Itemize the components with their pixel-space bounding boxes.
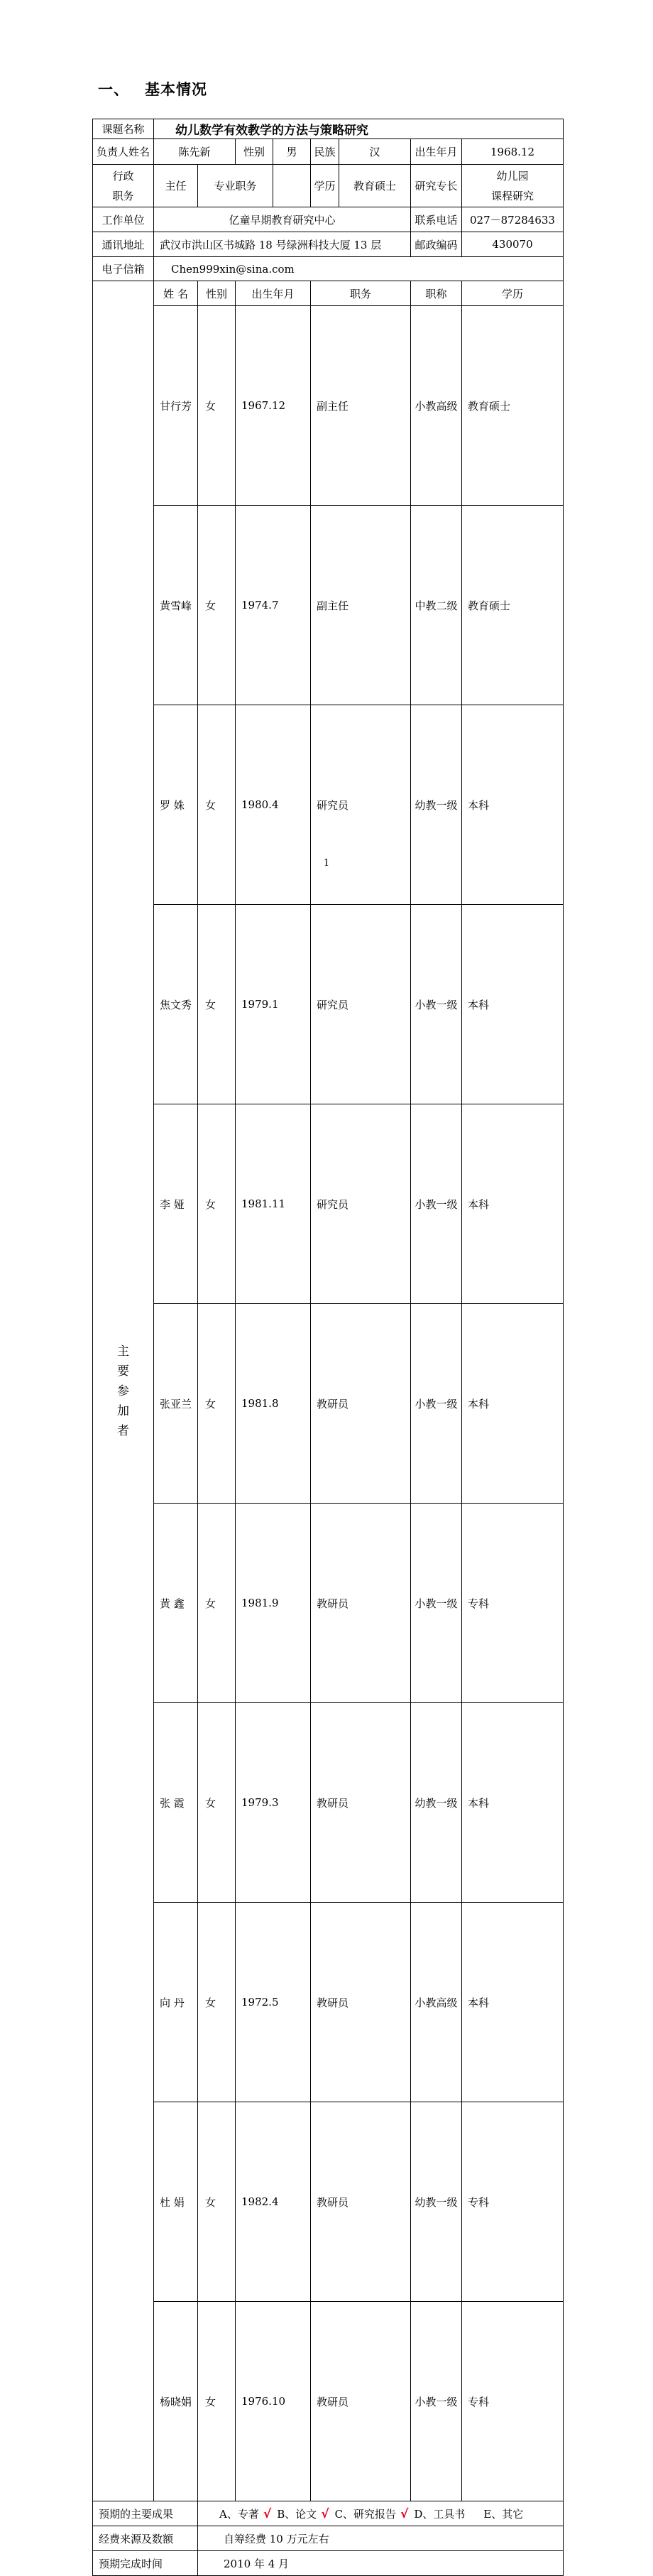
participant-title: 中教二级 [411,506,462,705]
participant-duty: 教研员 [311,1703,411,1903]
funding-label: 经费来源及数额 [93,2526,198,2551]
outcomes-label: 预期的主要成果 [93,2501,198,2526]
prof-post [273,165,311,207]
participant-education: 本科 [462,1703,564,1903]
completion-value: 2010 年 4 月 [198,2551,564,2576]
participant-row [93,905,564,1104]
participant-gender: 女 [198,1504,236,1703]
participant-duty: 教研员 [311,1504,411,1703]
participant-education: 本科 [462,1304,564,1504]
participants-label-char: 者 [117,1423,129,1438]
participant-title: 小教一级 [411,1304,462,1504]
email-label: 电子信箱 [93,257,154,281]
participant-duty: 教研员 [311,2302,411,2501]
postcode-label: 邮政编码 [411,232,462,257]
section-heading [98,78,207,99]
participant-title: 小教一级 [411,1504,462,1703]
completion-label: 预期完成时间 [93,2551,198,2576]
outcome-option: C、研究报告 [334,2507,397,2521]
leader-gender: 男 [273,139,311,165]
participant-birth: 1967.12 [236,306,311,506]
phone: 027－87284633 [462,207,564,232]
education: 教育硕士 [339,165,411,207]
participant-title: 幼教一级 [411,1703,462,1903]
participant-name: 黄雪峰 [154,506,198,705]
outcomes-row [93,2501,564,2526]
participant-title: 小教一级 [411,2302,462,2501]
participant-name: 黄 鑫 [154,1504,198,1703]
postcode: 430070 [462,232,564,257]
participant-duty: 研究员 [311,905,411,1104]
topic-row [93,119,564,139]
email-row [93,257,564,281]
participant-row [93,1504,564,1703]
admin-post-label: 行政 职务 [93,165,154,207]
prof-post-label: 专业职务 [198,165,273,207]
section-title: 基本情况 [145,81,207,98]
participant-row [93,2102,564,2302]
basic-info-form [92,119,564,2576]
work-label: 工作单位 [93,207,154,232]
address-label: 通讯地址 [93,232,154,257]
participant-row [93,1104,564,1304]
leader-ethnicity-label: 民族 [311,139,339,165]
outcomes-options [198,2501,564,2526]
header-duty: 职务 [311,281,411,306]
outcome-option: D、工具书 [414,2507,466,2521]
participant-row [93,1903,564,2102]
participant-gender: 女 [198,2102,236,2302]
header-birth: 出生年月 [236,281,311,306]
address-row [93,232,564,257]
participant-education: 专科 [462,2302,564,2501]
participant-name: 甘行芳 [154,306,198,506]
participant-birth: 1974.7 [236,506,311,705]
participant-birth: 1981.8 [236,1304,311,1504]
outcome-option: A、专著 [219,2507,259,2521]
participant-name: 张亚兰 [154,1304,198,1504]
participant-gender: 女 [198,1104,236,1304]
participant-education: 教育硕士 [462,306,564,506]
leader-ethnicity: 汉 [339,139,411,165]
education-label: 学历 [311,165,339,207]
participant-gender: 女 [198,306,236,506]
participant-birth: 1980.4 [236,705,311,905]
address: 武汉市洪山区书城路 18 号绿洲科技大厦 13 层 [154,232,411,257]
participant-name: 杜 娟 [154,2102,198,2302]
participant-duty: 教研员 [311,1304,411,1504]
participant-gender: 女 [198,705,236,905]
participant-gender: 女 [198,1903,236,2102]
funding-value: 自筹经费 10 万元左右 [198,2526,564,2551]
participants-label-char: 主 [117,1344,129,1359]
participant-name: 焦文秀 [154,905,198,1104]
participant-row [93,2302,564,2501]
participant-education: 本科 [462,1104,564,1304]
participant-education: 专科 [462,1504,564,1703]
participant-duty: 研究员 [311,705,411,905]
leader-gender-label: 性别 [236,139,273,165]
participant-duty: 研究员 [311,1104,411,1304]
participants-label-char: 加 [117,1403,129,1418]
leader-name-label: 负责人姓名 [93,139,154,165]
work-row [93,207,564,232]
topic-label: 课题名称 [93,119,154,139]
participant-row [93,1703,564,1903]
header-gender: 性别 [198,281,236,306]
participant-name: 向 丹 [154,1903,198,2102]
leader-birth-label: 出生年月 [411,139,462,165]
participant-birth: 1976.10 [236,2302,311,2501]
participant-row [93,705,564,905]
participant-title: 小教一级 [411,905,462,1104]
participants-label-char: 要 [117,1364,129,1379]
participant-education: 本科 [462,705,564,905]
participants-header-row [93,281,564,306]
participant-duty: 教研员 [311,2102,411,2302]
work-unit: 亿童早期教育研究中心 [154,207,411,232]
participant-birth: 1982.4 [236,2102,311,2302]
section-number: 一、 [98,81,129,98]
participant-title: 小教高级 [411,306,462,506]
header-name: 姓 名 [154,281,198,306]
participant-name: 罗 姝 [154,705,198,905]
leader-row [93,139,564,165]
topic-value: 幼儿数学有效教学的方法与策略研究 [154,119,564,139]
participant-duty: 教研员 [311,1903,411,2102]
participant-education: 教育硕士 [462,506,564,705]
participant-title: 小教一级 [411,1104,462,1304]
participant-duty: 副主任 [311,506,411,705]
specialty: 幼儿园 课程研究 [462,165,564,207]
participant-row [93,306,564,506]
participant-duty: 副主任 [311,306,411,506]
participant-birth: 1979.3 [236,1703,311,1903]
header-education: 学历 [462,281,564,306]
header-title: 职称 [411,281,462,306]
participant-gender: 女 [198,1304,236,1504]
leader-name: 陈先新 [154,139,236,165]
outcome-option: B、论文 [277,2507,317,2521]
participant-gender: 女 [198,905,236,1104]
participant-education: 专科 [462,2102,564,2302]
admin-post: 主任 [154,165,198,207]
outcome-option: E、其它 [483,2507,524,2521]
participant-name: 张 霞 [154,1703,198,1903]
participant-education: 本科 [462,905,564,1104]
participants-label-char: 参 [117,1384,129,1398]
check-mark-icon: √ [400,2506,409,2521]
funding-row [93,2526,564,2551]
email: Chen999xin@sina.com [154,257,564,281]
participant-birth: 1981.11 [236,1104,311,1304]
participant-title: 小教高级 [411,1903,462,2102]
participant-gender: 女 [198,506,236,705]
participant-name: 李 娅 [154,1104,198,1304]
participant-title: 幼教一级 [411,2102,462,2302]
participant-title: 幼教一级 [411,705,462,905]
participant-education: 本科 [462,1903,564,2102]
participant-gender: 女 [198,2302,236,2501]
phone-label: 联系电话 [411,207,462,232]
page-number: 1 [323,858,330,869]
participant-birth: 1972.5 [236,1903,311,2102]
participant-row [93,1304,564,1504]
participant-birth: 1979.1 [236,905,311,1104]
specialty-label: 研究专长 [411,165,462,207]
participant-birth: 1981.9 [236,1504,311,1703]
participant-gender: 女 [198,1703,236,1903]
check-mark-icon: √ [263,2506,272,2521]
participant-name: 杨晓娟 [154,2302,198,2501]
position-row [93,165,564,207]
participants-label [93,281,154,2501]
leader-birth: 1968.12 [462,139,564,165]
participant-row [93,506,564,705]
check-mark-icon: √ [321,2506,329,2521]
completion-row [93,2551,564,2576]
